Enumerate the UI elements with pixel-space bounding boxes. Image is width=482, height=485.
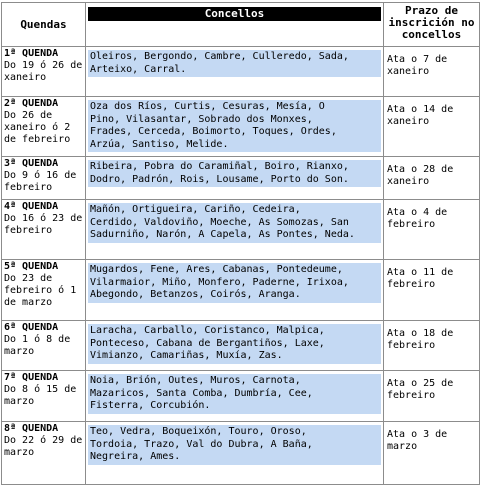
prazo-cell: Ata o 18 de febreiro (384, 321, 480, 371)
quenda-cell (2, 371, 86, 422)
quenda-dates: Do 9 ó 16 de febreiro (4, 170, 77, 193)
quenda-title: 7ª QUENDA (4, 372, 59, 383)
quendas-table (1, 2, 480, 485)
concellos-list: Oleiros, Bergondo, Cambre, Culleredo, Sada, Arteixo, Carral. (88, 50, 381, 77)
concellos-cell (86, 422, 384, 485)
quenda-dates: Do 19 ó 26 de xaneiro (4, 60, 83, 83)
prazo-cell: Ata o 25 de febreiro (384, 371, 480, 422)
quenda-title: 1ª QUENDA (4, 48, 59, 59)
table-row (2, 321, 480, 371)
prazo-cell: Ata o 14 de xaneiro (384, 97, 480, 157)
table-row (2, 47, 480, 97)
quenda-title: 6ª QUENDA (4, 322, 59, 333)
concellos-list: Mugardos, Fene, Ares, Cabanas, Pontedeume, Vilarmaior, Miño, Monfero, Paderne, Irixoa, Abegondo, Betanzos, Coirós, Aranga. (88, 263, 381, 303)
quenda-dates: Do 16 ó 23 de febreiro (4, 213, 83, 236)
quenda-title: 2ª QUENDA (4, 98, 59, 109)
concellos-list: Mañón, Ortigueira, Cariño, Cedeira, Cerdido, Valdoviño, Moeche, As Somozas, San Sadurniño, Narón, A Capela, As Pontes, Neda. (88, 203, 381, 243)
header-concellos: Concellos (88, 7, 381, 21)
concellos-list: Teo, Vedra, Boqueixón, Touro, Oroso, Tordoia, Trazo, Val do Dubra, A Baña, Negreira, Ames. (88, 425, 381, 465)
concellos-list: Laracha, Carballo, Coristanco, Malpica, Ponteceso, Cabana de Bergantiños, Laxe, Vimianzo, Camariñas, Muxía, Zas. (88, 324, 381, 364)
concellos-list: Ribeira, Pobra do Caramiñal, Boiro, Rianxo, Dodro, Padrón, Rois, Lousame, Porto do Son. (88, 160, 381, 187)
quenda-cell (2, 97, 86, 157)
quenda-dates: Do 23 de febreiro ó 1 de marzo (4, 273, 77, 308)
prazo-cell: Ata o 11 de febreiro (384, 260, 480, 321)
concellos-cell (86, 97, 384, 157)
quenda-cell (2, 321, 86, 371)
concellos-cell (86, 371, 384, 422)
table-row (2, 200, 480, 260)
concellos-cell (86, 47, 384, 97)
quenda-cell (2, 47, 86, 97)
table-row (2, 422, 480, 485)
concellos-list: Noia, Brión, Outes, Muros, Carnota, Mazaricos, Santa Comba, Dumbría, Cee, Fisterra, Corcubión. (88, 374, 381, 414)
concellos-cell (86, 321, 384, 371)
header-quendas: Quendas (2, 3, 86, 47)
header-prazo-line: Prazo de (405, 4, 458, 17)
concellos-cell (86, 157, 384, 200)
concellos-cell (86, 260, 384, 321)
header-prazo-line: inscrición no (388, 16, 475, 29)
concellos-cell (86, 200, 384, 260)
quenda-cell (2, 200, 86, 260)
table-row (2, 260, 480, 321)
table-row (2, 97, 480, 157)
quenda-title: 3ª QUENDA (4, 158, 59, 169)
quenda-dates: Do 8 ó 15 de marzo (4, 384, 77, 407)
prazo-cell: Ata o 3 de marzo (384, 422, 480, 485)
quenda-cell (2, 260, 86, 321)
quenda-cell (2, 157, 86, 200)
table-row (2, 371, 480, 422)
header-prazo (384, 3, 480, 47)
quenda-title: 5ª QUENDA (4, 261, 59, 272)
table-row (2, 157, 480, 200)
prazo-cell: Ata o 4 de febreiro (384, 200, 480, 260)
quenda-dates: Do 22 ó 29 de marzo (4, 435, 83, 458)
quenda-title: 4ª QUENDA (4, 201, 59, 212)
header-row (2, 3, 480, 47)
quenda-dates: Do 26 de xaneiro ó 2 de febreiro (4, 110, 71, 145)
prazo-cell: Ata o 28 de xaneiro (384, 157, 480, 200)
quenda-title: 8ª QUENDA (4, 423, 59, 434)
quenda-cell (2, 422, 86, 485)
header-concellos-cell (86, 3, 384, 47)
header-prazo-line: concellos (401, 28, 462, 41)
quenda-dates: Do 1 ó 8 de marzo (4, 334, 71, 357)
prazo-cell: Ata o 7 de xaneiro (384, 47, 480, 97)
concellos-list: Oza dos Ríos, Curtis, Cesuras, Mesía, O Pino, Vilasantar, Sobrado dos Monxes, Frades, Cerceda, Boimorto, Toques, Ordes, Arzúa, Santiso, Melide. (88, 100, 381, 152)
